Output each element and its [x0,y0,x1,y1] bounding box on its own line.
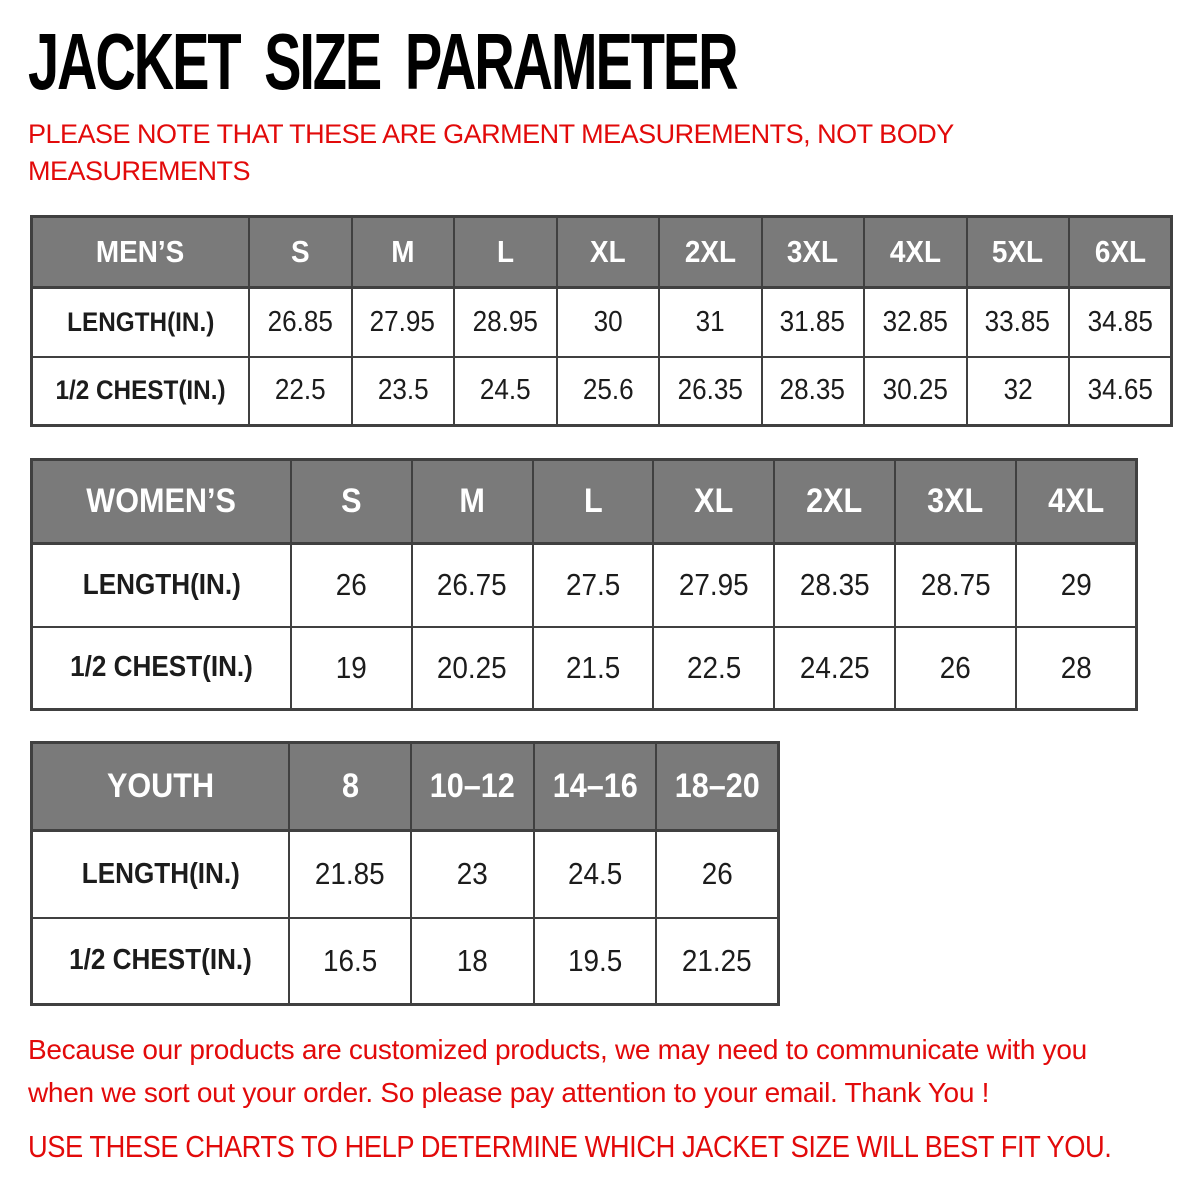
size-header-cell [533,460,654,544]
cell-text: S [290,234,310,269]
size-header-cell [1016,460,1137,544]
value-cell [454,357,557,426]
value-cell [1016,627,1137,710]
cell-text: WOMEN’S [86,482,237,520]
cell-text: 24.5 [567,856,623,892]
cell-text: 26.85 [267,305,333,338]
value-cell [534,831,656,918]
value-cell [412,544,533,627]
cell-text: L [496,234,514,269]
value-cell [249,288,352,357]
value-cell [454,288,557,357]
value-cell [557,357,660,426]
cell-text: 25.6 [582,374,634,407]
value-cell [557,288,660,357]
cell-text: LENGTH(IN.) [82,568,241,601]
size-header-cell [454,217,557,288]
value-cell [864,357,967,426]
cell-text: 1/2 CHEST(IN.) [69,944,252,977]
cell-text: 27.95 [678,567,749,603]
size-header-cell [864,217,967,288]
cell-text: 31 [695,305,725,338]
cell-text: 2XL [684,234,736,269]
cell-text: 22.5 [274,374,326,407]
cell-text: 16.5 [323,942,378,978]
size-header-cell [289,743,411,831]
cell-text: LENGTH(IN.) [81,857,240,890]
size-header-cell [656,743,778,831]
header-row [32,217,1172,288]
value-cell [659,288,762,357]
data-row [32,627,1137,710]
cell-text: 21.85 [315,856,386,892]
cell-text: 18–20 [674,767,760,805]
cell-text: M [391,234,415,269]
header-row [32,460,1137,544]
notice-line-2: when we sort out your order. So please pay attention to your email. Thank You ! [28,1077,990,1108]
cell-text: 8 [341,767,359,805]
cell-text: 19.5 [567,942,623,978]
page-title [28,0,1200,104]
value-cell [533,544,654,627]
custom-products-notice [28,1028,1200,1114]
row-label-cell [32,831,290,918]
cell-text: 24.25 [799,649,870,685]
value-cell [895,544,1016,627]
cell-text: 23.5 [377,374,429,407]
note-line-1: PLEASE NOTE THAT THESE ARE GARMENT MEASUREMENTS, NOT BODY [28,119,954,149]
cell-text: 27.5 [565,567,621,603]
table-title-cell [32,217,250,288]
size-header-cell [291,460,412,544]
cell-text: 1/2 CHEST(IN.) [70,651,253,684]
data-row [32,357,1172,426]
cell-text: 1/2 CHEST(IN.) [55,375,226,406]
table-title-cell [32,743,290,831]
cell-text: 6XL [1094,234,1146,269]
data-row [32,831,779,918]
value-cell [533,627,654,710]
cell-text: 30 [593,305,623,338]
data-row [32,544,1137,627]
cell-text: M [459,482,485,520]
row-label-cell [32,357,250,426]
value-cell [967,357,1070,426]
value-cell [291,544,412,627]
value-cell [762,288,865,357]
cell-text: 18 [457,942,489,978]
value-cell [653,544,774,627]
value-cell [1069,357,1172,426]
notice-line-1: Because our products are customized products, we may need to communicate with you [28,1034,1087,1065]
size-header-cell [762,217,865,288]
size-header-cell [249,217,352,288]
cell-text: 5XL [992,234,1044,269]
cell-text: 26 [335,567,367,603]
cell-text: 28.35 [780,374,846,407]
cell-text: 26 [701,856,733,892]
cell-text: 29 [1060,567,1092,603]
size-header-cell [412,460,533,544]
value-cell [352,357,455,426]
cell-text: 26 [939,649,971,685]
value-cell [774,627,895,710]
row-label-cell [32,544,292,627]
cell-text: L [583,482,603,520]
youth-size-table [30,741,780,1006]
row-label-cell [32,918,290,1005]
cell-text: 32 [1003,374,1033,407]
note-line-2: MEASUREMENTS [28,156,251,186]
size-header-cell [653,460,774,544]
value-cell [534,918,656,1005]
cell-text: XL [589,234,626,269]
cell-text: YOUTH [106,767,215,805]
chart-usage-note-text: USE THESE CHARTS TO HELP DETERMINE WHICH JACKET SIZE WILL BEST FIT YOU. [28,1129,1112,1164]
value-cell [656,918,778,1005]
size-header-cell [659,217,762,288]
value-cell [352,288,455,357]
cell-text: 24.5 [479,374,531,407]
value-cell [289,831,411,918]
value-cell [656,831,778,918]
value-cell [967,288,1070,357]
size-header-cell [534,743,656,831]
size-header-cell [774,460,895,544]
cell-text: 23 [457,856,489,892]
value-cell [895,627,1016,710]
cell-text: 4XL [1047,482,1104,520]
value-cell [762,357,865,426]
cell-text: 14–16 [552,767,638,805]
value-cell [659,357,762,426]
cell-text: 28.95 [472,305,538,338]
garment-measurement-note [28,116,1200,190]
value-cell [864,288,967,357]
cell-text: 20.25 [437,649,508,685]
size-header-cell [1069,217,1172,288]
data-row [32,918,779,1005]
cell-text: S [341,482,362,520]
cell-text: 22.5 [686,649,741,685]
cell-text: 28.35 [799,567,870,603]
cell-text: 33.85 [985,305,1051,338]
cell-text: 30.25 [882,374,948,407]
size-header-cell [557,217,660,288]
value-cell [774,544,895,627]
value-cell [289,918,411,1005]
value-cell [653,627,774,710]
value-cell [411,831,533,918]
value-cell [249,357,352,426]
cell-text: 34.85 [1087,305,1153,338]
size-header-cell [895,460,1016,544]
cell-text: XL [694,482,734,520]
value-cell [1016,544,1137,627]
chart-usage-note [28,1129,1200,1165]
cell-text: 4XL [889,234,941,269]
row-label-cell [32,627,292,710]
cell-text: 2XL [806,482,863,520]
cell-text: 3XL [787,234,839,269]
cell-text: 28.75 [920,567,991,603]
header-row [32,743,779,831]
cell-text: 28 [1060,649,1092,685]
row-label-cell [32,288,250,357]
cell-text: 32.85 [882,305,948,338]
size-header-cell [352,217,455,288]
cell-text: MEN’S [96,234,185,269]
cell-text: 27.95 [370,305,436,338]
cell-text: 10–12 [430,767,516,805]
size-header-cell [411,743,533,831]
value-cell [411,918,533,1005]
cell-text: 26.75 [437,567,508,603]
data-row [32,288,1172,357]
womens-size-table [30,458,1138,711]
mens-size-table [30,215,1173,427]
size-header-cell [967,217,1070,288]
cell-text: 19 [335,649,367,685]
cell-text: 21.5 [565,649,621,685]
cell-text: LENGTH(IN.) [66,306,215,337]
cell-text: 21.25 [682,942,752,978]
page-title-text: JACKET SIZE PARAMETER [28,17,737,106]
value-cell [1069,288,1172,357]
value-cell [291,627,412,710]
value-cell [412,627,533,710]
cell-text: 31.85 [780,305,846,338]
cell-text: 3XL [927,482,984,520]
cell-text: 26.35 [677,374,743,407]
cell-text: 34.65 [1087,374,1153,407]
table-title-cell [32,460,292,544]
